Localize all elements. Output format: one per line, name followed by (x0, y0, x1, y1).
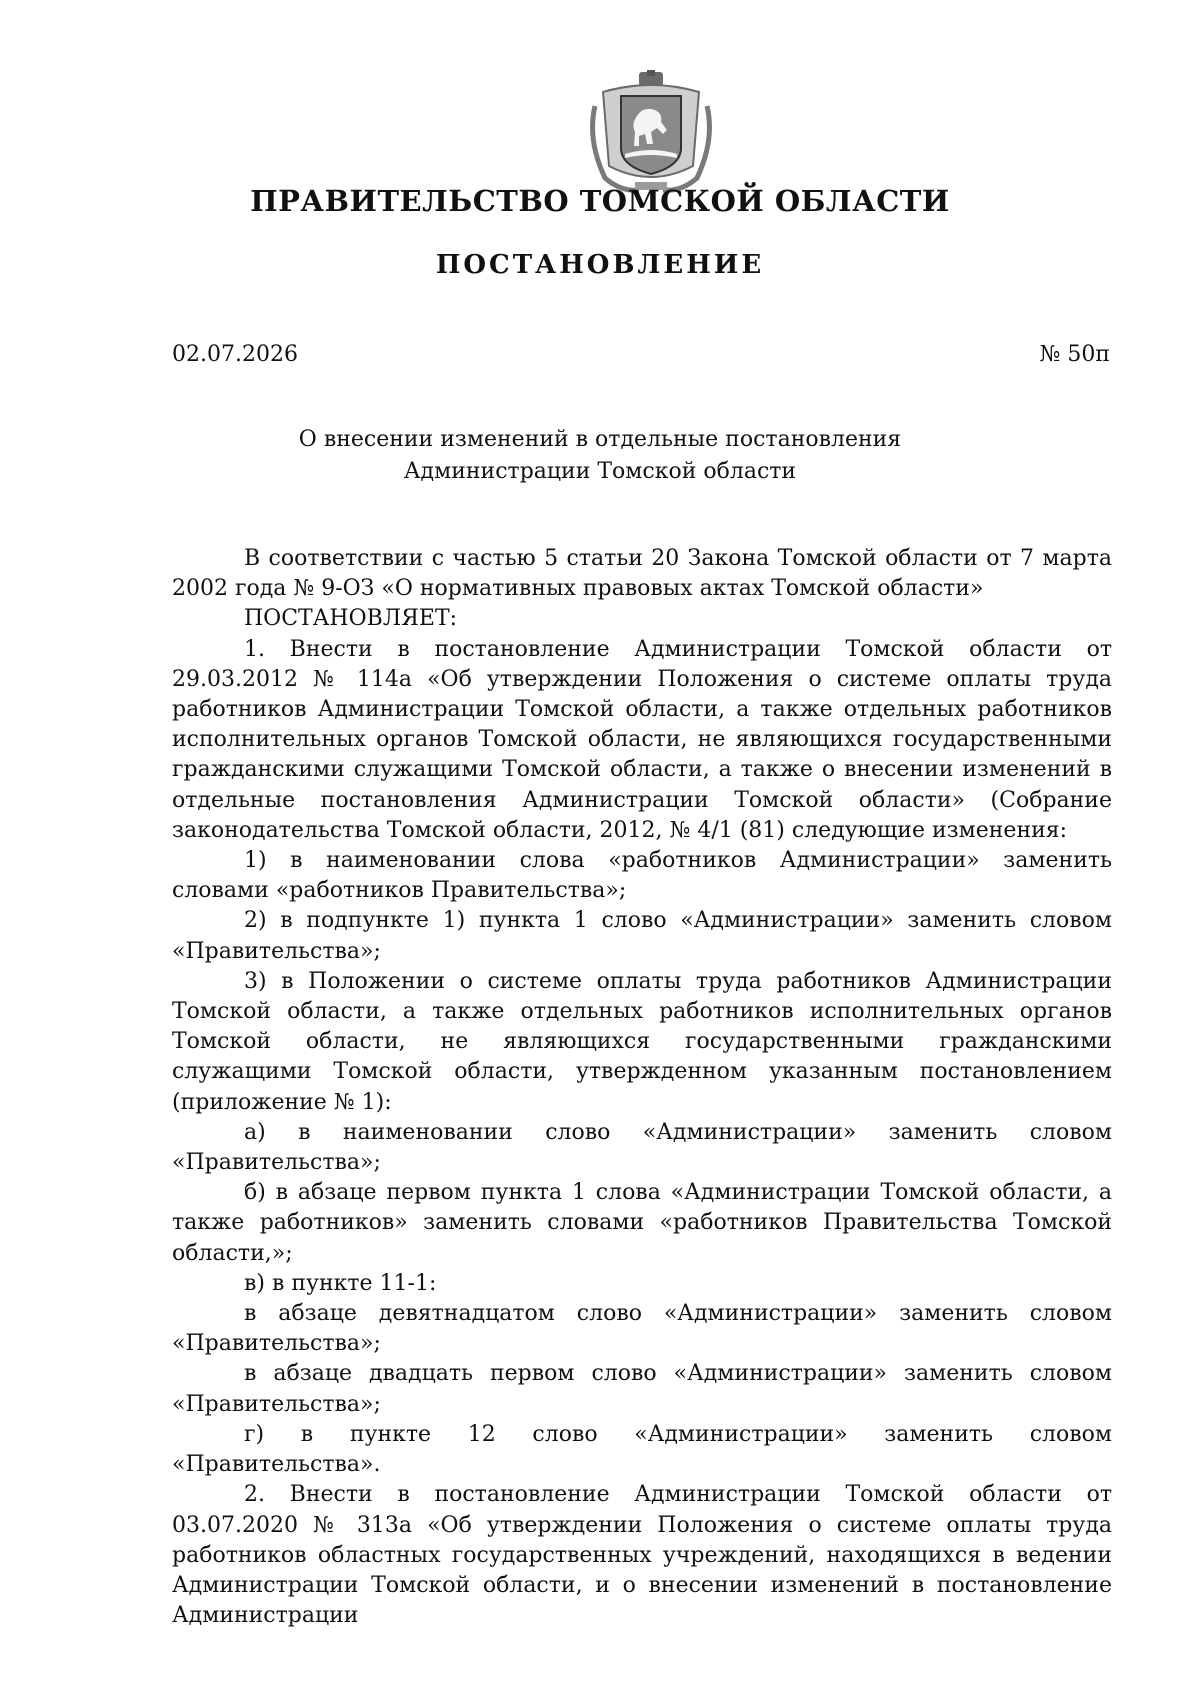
document-body (172, 544, 1112, 1631)
subitem-a-paragraph: а) в наименовании слово «Администрации» заменить словом «Правительства»; (172, 1119, 1112, 1176)
subitem-3-paragraph: 3) в Положении о системе оплаты труда работников Администрации Томской области, а также отдельных работников исполнительных органов Томской области, не являющихся государственными гражданскими служащими Томской области, утвержденном указанным постановлением (приложение № 1): (172, 968, 1112, 1115)
paragraph-21-change: в абзаце двадцать первом слово «Администрации» заменить словом «Правительства»; (172, 1361, 1112, 1417)
paragraph-19-change: в абзаце девятнадцатом слово «Администрации» заменить словом «Правительства»; (172, 1301, 1112, 1357)
document-subject (0, 424, 1200, 488)
preamble-paragraph: В соответствии с частью 5 статьи 20 Закона Томской области от 7 марта 2002 года № 9-ОЗ «О нормативных правовых актах Томской области» (172, 546, 1112, 602)
subitem-g-paragraph: г) в пункте 12 слово «Администрации» заменить словом «Правительства». (172, 1421, 1112, 1478)
document-number: № 50п (1039, 342, 1110, 367)
subject-line: О внесении изменений в отдельные постановления (298, 427, 902, 452)
item-1-paragraph: 1. Внести в постановление Администрации Томской области от 29.03.2012 № 114а «Об утверждении Положения о системе оплаты труда работников Администрации Томской области, а также отдельных работников исполнительных органов Томской области, не являющихся государственными гражданскими служащими Томской области, а также о внесении изменений в отдельные постановления Администрации Томской области» (Собрание законодательства Томской области, 2012, № 4/1 (81) следующие изменения: (172, 636, 1112, 843)
resolves-paragraph: ПОСТАНОВЛЯЕТ: (244, 606, 458, 632)
subitem-1-paragraph: 1) в наименовании слова «работников Администрации» заменить словами «работников Правительства»; (172, 848, 1112, 904)
subitem-v-paragraph: в) в пункте 11-1: (244, 1270, 437, 1296)
subitem-b-paragraph: б) в абзаце первом пункта 1 слова «Администрации Томской области, а также работников» заменить словами «работников Правительства Томской области,»; (172, 1180, 1112, 1266)
coat-of-arms-emblem (581, 70, 721, 198)
organization-title: ПРАВИТЕЛЬСТВО ТОМСКОЙ ОБЛАСТИ (250, 184, 950, 218)
document-type-heading: ПОСТАНОВЛЕНИЕ (435, 250, 765, 280)
document-date: 02.07.2026 (172, 342, 298, 367)
item-2-paragraph: 2. Внести в постановление Администрации Томской области от 03.07.2020 № 313а «Об утверждении Положения о системе оплаты труда работников областных государственных учреждений, находящихся в ведении Администрации Томской области, и о внесении изменений в постановление Администрации (172, 1482, 1112, 1629)
subject-line: Администрации Томской области (403, 459, 797, 484)
subitem-2-paragraph: 2) в подпункте 1) пункта 1 слово «Администрации» заменить словом «Правительства»; (172, 908, 1112, 964)
